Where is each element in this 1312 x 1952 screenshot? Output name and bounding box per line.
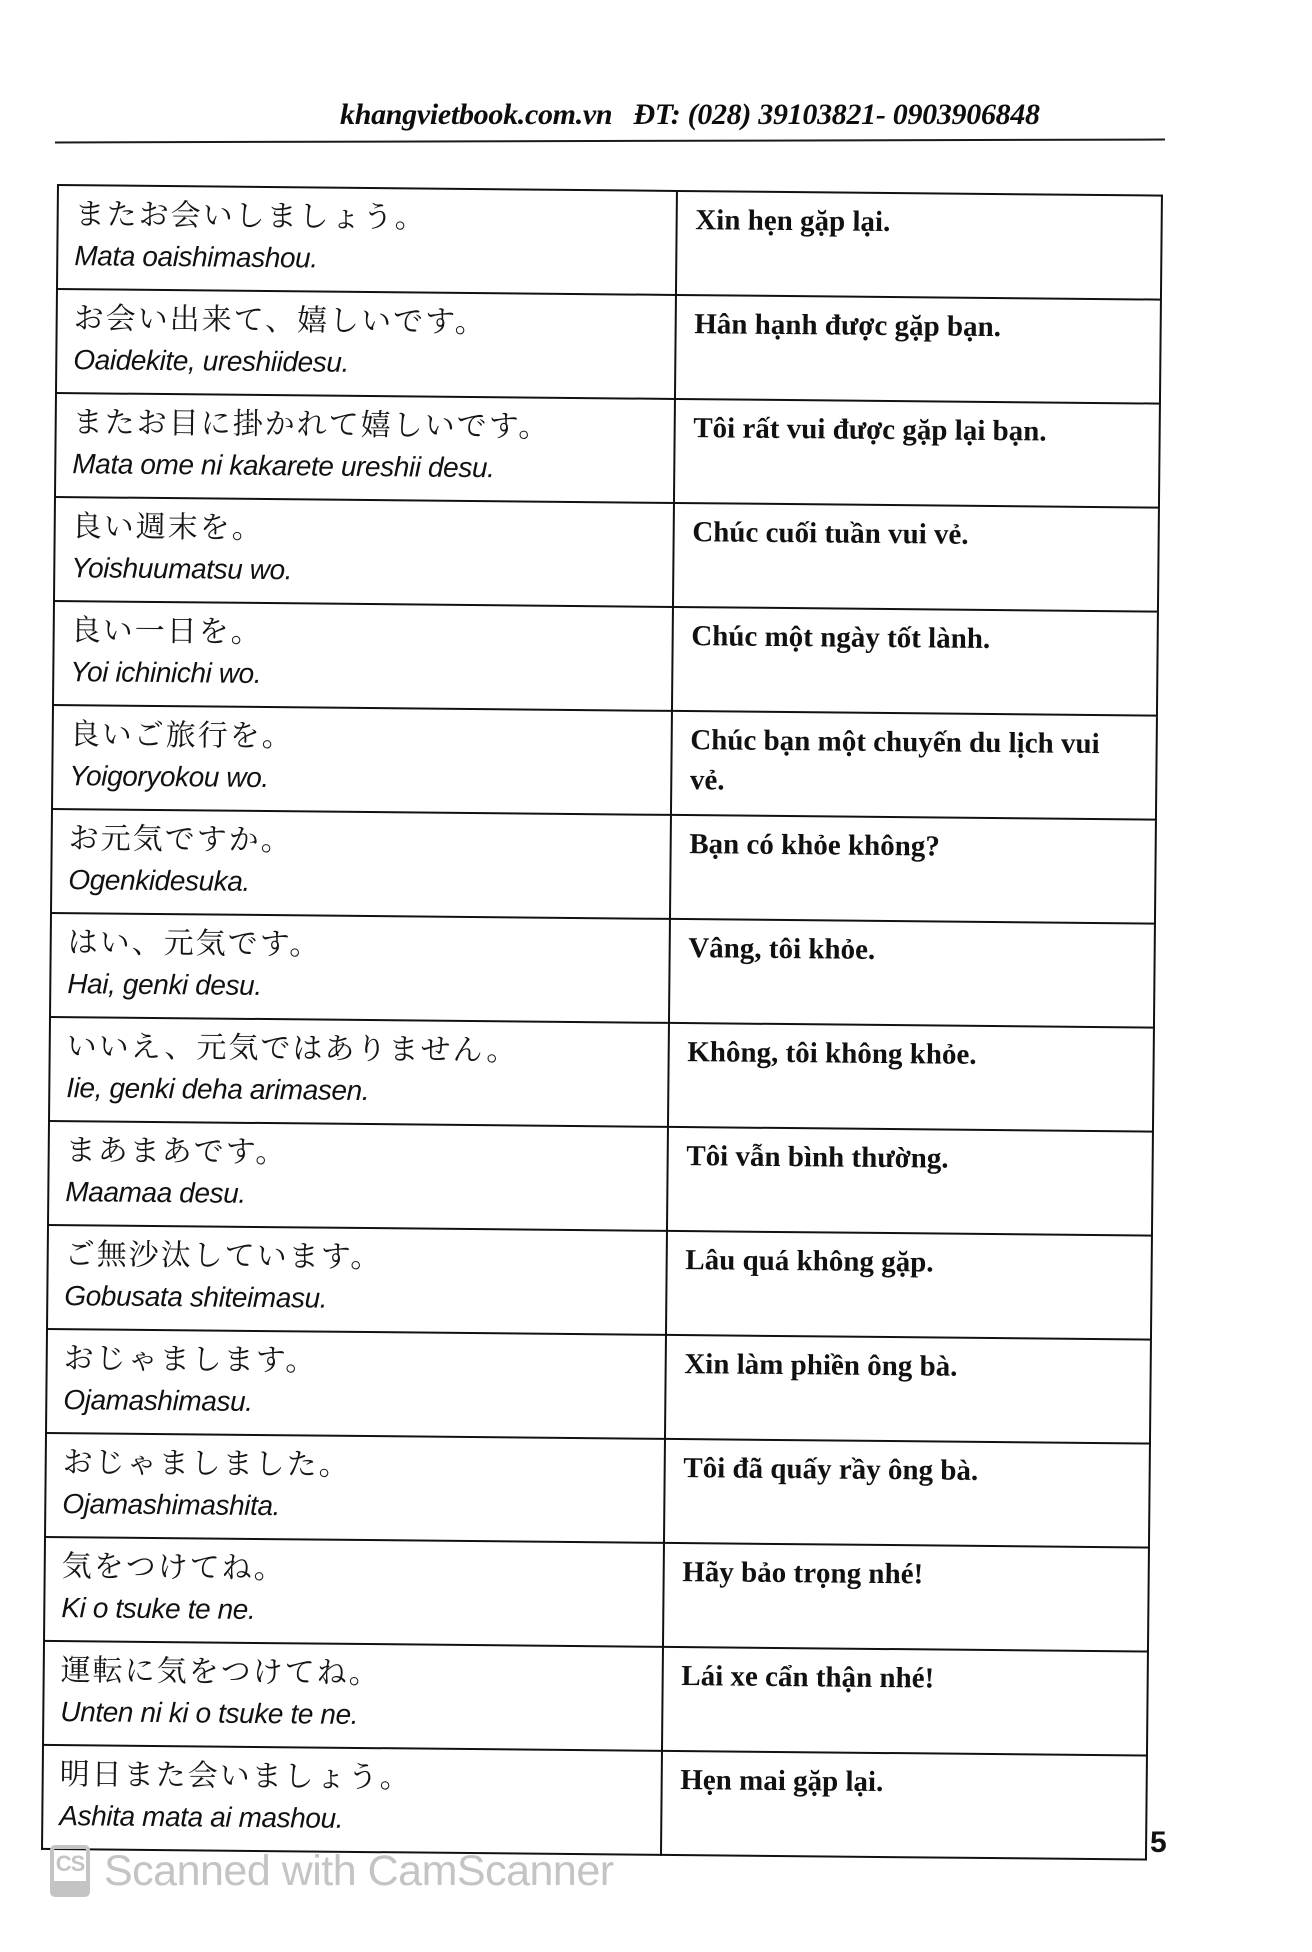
romaji-text: Oaidekite, ureshiidesu. bbox=[73, 344, 350, 378]
romaji-text: Yoigoryokou wo. bbox=[69, 760, 269, 794]
vietnamese-text: Tôi rất vui được gặp lại bạn. bbox=[693, 412, 1047, 448]
romaji-text: Yoishuumatsu wo. bbox=[71, 552, 293, 586]
romaji-text: Maamaa desu. bbox=[65, 1176, 246, 1209]
table-row bbox=[44, 1537, 1149, 1652]
japanese-text: おじゃましました。 bbox=[62, 1445, 351, 1483]
vietnamese-cell bbox=[662, 1647, 1148, 1756]
japanese-text: はい、元気です。 bbox=[67, 925, 322, 963]
romaji-text: Mata oaishimashou. bbox=[74, 240, 318, 274]
romaji-text: Ashita mata ai mashou. bbox=[59, 1800, 344, 1834]
romaji-text: Unten ni ki o tsuke te ne. bbox=[60, 1696, 359, 1730]
japanese-text: まあまあです。 bbox=[65, 1133, 288, 1171]
japanese-cell bbox=[44, 1537, 664, 1647]
vietnamese-cell bbox=[663, 1543, 1149, 1652]
japanese-cell bbox=[55, 393, 675, 503]
vietnamese-text: Tôi vẫn bình thường. bbox=[686, 1140, 949, 1175]
table-row bbox=[57, 185, 1162, 300]
watermark-text: Scanned with CamScanner bbox=[104, 1846, 614, 1895]
japanese-text: いいえ、元気ではありません。 bbox=[66, 1029, 519, 1069]
header-phone: ĐT: (028) 39103821- 0903906848 bbox=[633, 98, 1040, 131]
vietnamese-text: Bạn có khỏe không? bbox=[689, 828, 941, 863]
table-row bbox=[52, 705, 1157, 820]
vietnamese-cell bbox=[665, 1335, 1151, 1444]
japanese-text: 明日また会いましょう。 bbox=[59, 1757, 412, 1796]
romaji-text: Ojamashimasu. bbox=[63, 1384, 253, 1417]
japanese-cell bbox=[43, 1641, 663, 1751]
logo-text: CS bbox=[55, 1851, 85, 1876]
vietnamese-cell bbox=[666, 1231, 1152, 1340]
table-row bbox=[43, 1641, 1148, 1756]
romaji-text: Mata ome ni kakarete ureshii desu. bbox=[72, 448, 495, 484]
vietnamese-text: Lâu quá không gặp. bbox=[685, 1244, 934, 1279]
japanese-text: またお目に掛かれて嬉しいです。 bbox=[72, 405, 551, 445]
vietnamese-text: Tôi đã quấy rầy ông bà. bbox=[683, 1452, 979, 1487]
japanese-text: 良い週末を。 bbox=[71, 509, 264, 546]
camscanner-watermark bbox=[50, 1845, 614, 1897]
japanese-cell bbox=[54, 497, 674, 607]
vietnamese-text: Xin hẹn gặp lại. bbox=[695, 204, 891, 238]
vietnamese-cell bbox=[664, 1439, 1150, 1548]
vietnamese-cell bbox=[672, 607, 1158, 716]
table-row bbox=[53, 601, 1158, 716]
vietnamese-cell bbox=[674, 399, 1160, 508]
romaji-text: Ojamashimashita. bbox=[62, 1488, 281, 1522]
table-row bbox=[42, 1745, 1147, 1860]
japanese-text: 気をつけてね。 bbox=[61, 1549, 286, 1587]
romaji-text: Iie, genki deha arimasen. bbox=[66, 1072, 370, 1107]
vietnamese-text: Hân hạnh được gặp bạn. bbox=[694, 308, 1002, 344]
japanese-cell bbox=[45, 1433, 665, 1543]
vietnamese-text: Hãy bảo trọng nhé! bbox=[682, 1556, 924, 1591]
vietnamese-text: Hẹn mai gặp lại. bbox=[680, 1764, 884, 1799]
table-row bbox=[49, 1017, 1154, 1132]
vietnamese-cell bbox=[668, 1023, 1154, 1132]
table-row bbox=[56, 289, 1161, 404]
phrase-table bbox=[41, 184, 1163, 1861]
logo-bar bbox=[54, 1881, 86, 1893]
table-row bbox=[45, 1433, 1150, 1548]
japanese-text: ご無沙汰しています。 bbox=[64, 1237, 383, 1276]
romaji-text: Ki o tsuke te ne. bbox=[61, 1592, 256, 1625]
vietnamese-text: Chúc bạn một chuyến du lịch vui vẻ. bbox=[689, 724, 1100, 797]
vietnamese-cell bbox=[673, 503, 1159, 612]
vietnamese-cell bbox=[669, 919, 1155, 1028]
japanese-cell bbox=[57, 185, 677, 295]
japanese-cell bbox=[51, 809, 671, 919]
japanese-cell bbox=[49, 1017, 669, 1127]
vietnamese-text: Chúc một ngày tốt lành. bbox=[691, 620, 991, 655]
romaji-text: Gobusata shiteimasu. bbox=[64, 1280, 328, 1314]
table-row bbox=[47, 1225, 1152, 1340]
japanese-text: 良い一日を。 bbox=[70, 613, 263, 650]
vietnamese-cell bbox=[670, 815, 1156, 924]
japanese-cell bbox=[56, 289, 676, 399]
vietnamese-text: Không, tôi không khỏe. bbox=[687, 1036, 977, 1071]
table-row bbox=[50, 913, 1155, 1028]
japanese-text: お会い出来て、嬉しいです。 bbox=[73, 301, 487, 341]
japanese-cell bbox=[52, 705, 672, 815]
camscanner-logo-icon bbox=[50, 1845, 90, 1897]
table-row bbox=[46, 1329, 1151, 1444]
vietnamese-cell bbox=[671, 711, 1157, 820]
vietnamese-cell bbox=[661, 1751, 1147, 1860]
japanese-cell bbox=[42, 1745, 662, 1855]
vietnamese-text: Xin làm phiền ông bà. bbox=[684, 1348, 958, 1383]
japanese-text: またお会いしましょう。 bbox=[74, 197, 427, 236]
table-row bbox=[48, 1121, 1153, 1236]
vietnamese-text: Vâng, tôi khỏe. bbox=[688, 932, 876, 966]
japanese-cell bbox=[50, 913, 670, 1023]
table-row bbox=[51, 809, 1156, 924]
vietnamese-text: Lái xe cẩn thận nhé! bbox=[681, 1660, 935, 1695]
japanese-text: おじゃまします。 bbox=[63, 1341, 318, 1379]
romaji-text: Ogenkidesuka. bbox=[68, 864, 251, 897]
vietnamese-cell bbox=[675, 295, 1161, 404]
vietnamese-cell bbox=[667, 1127, 1153, 1236]
japanese-text: お元気ですか。 bbox=[68, 821, 293, 859]
japanese-text: 運転に気をつけてね。 bbox=[60, 1653, 381, 1692]
japanese-cell bbox=[46, 1329, 666, 1439]
romaji-text: Hai, genki desu. bbox=[67, 968, 262, 1002]
page-header bbox=[340, 98, 1170, 132]
romaji-text: Yoi ichinichi wo. bbox=[70, 656, 262, 689]
vietnamese-text: Chúc cuối tuần vui vẻ. bbox=[692, 516, 969, 551]
page-number: 5 bbox=[1150, 1826, 1167, 1859]
header-divider bbox=[55, 139, 1165, 144]
table-row bbox=[55, 393, 1160, 508]
japanese-text: 良いご旅行を。 bbox=[69, 717, 294, 755]
header-website: khangvietbook.com.vn bbox=[340, 98, 613, 131]
table-row bbox=[54, 497, 1159, 612]
vietnamese-cell bbox=[676, 191, 1162, 300]
japanese-cell bbox=[53, 601, 673, 711]
japanese-cell bbox=[48, 1121, 668, 1231]
japanese-cell bbox=[47, 1225, 667, 1335]
